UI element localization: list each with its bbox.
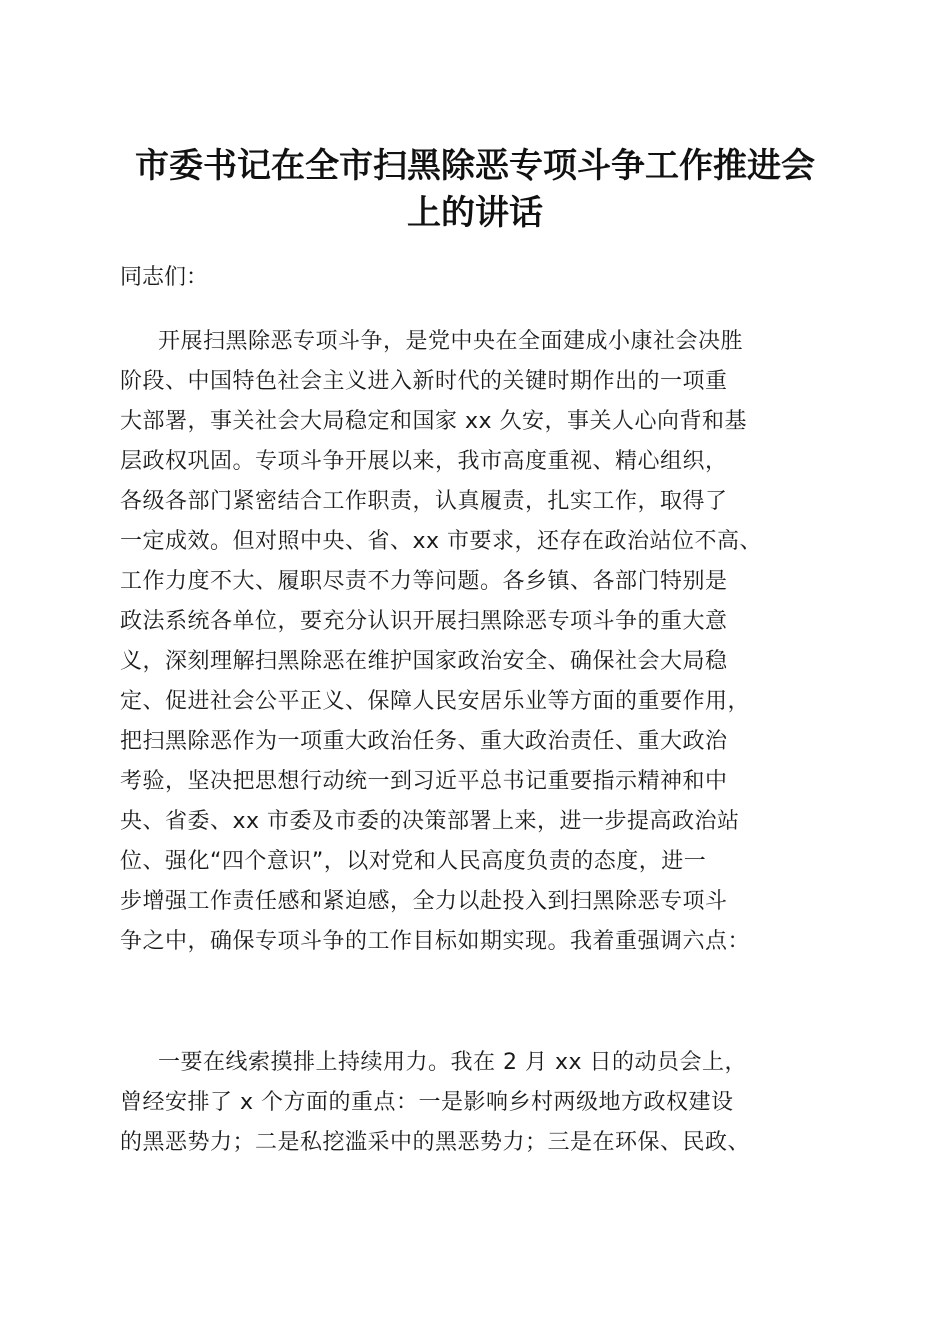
paragraph-1 bbox=[120, 322, 840, 962]
paragraph-line: 层政权巩固。专项斗争开展以来，我市高度重视、精心组织， bbox=[120, 449, 728, 474]
paragraph-line: 定、促进社会公平正义、保障人民安居乐业等方面的重要作用， bbox=[120, 689, 751, 714]
paragraph-line: 政法系统各单位，要充分认识开展扫黑除恶专项斗争的重大意 bbox=[120, 609, 728, 634]
paragraph-line: 工作力度不大、履职尽责不力等问题。各乡镇、各部门特别是 bbox=[120, 569, 728, 594]
paragraph-line: 开展扫黑除恶专项斗争，是党中央在全面建成小康社会决胜 bbox=[158, 329, 744, 354]
paragraph-line: 把扫黑除恶作为一项重大政治任务、重大政治责任、重大政治 bbox=[120, 729, 728, 754]
paragraph-line: 大部署，事关社会大局稳定和国家 xx 久安，事关人心向背和基 bbox=[120, 409, 748, 434]
paragraph-line: 义，深刻理解扫黑除恶在维护国家政治安全、确保社会大局稳 bbox=[120, 649, 728, 674]
paragraph-line: 阶段、中国特色社会主义进入新时代的关键时期作出的一项重 bbox=[120, 369, 728, 394]
document-title-line-1: 市委书记在全市扫黑除恶专项斗争工作推进会 bbox=[135, 146, 815, 186]
paragraph-line: 一要在线索摸排上持续用力。我在 2 月 xx 日的动员会上， bbox=[158, 1050, 748, 1075]
paragraph-line: 央、省委、xx 市委及市委的决策部署上来，进一步提高政治站 bbox=[120, 809, 740, 834]
paragraph-line: 曾经安排了 x 个方面的重点：一是影响乡村两级地方政权建设 bbox=[120, 1090, 734, 1115]
paragraph-line: 一定成效。但对照中央、省、xx 市要求，还存在政治站位不高、 bbox=[120, 529, 763, 554]
paragraph-line: 争之中，确保专项斗争的工作目标如期实现。我着重强调六点： bbox=[120, 929, 751, 954]
paragraph-line: 位、强化“四个意识”，以对党和人民高度负责的态度，进一 bbox=[120, 849, 707, 874]
document-title-line-2: 上的讲话 bbox=[407, 193, 543, 233]
paragraph-2 bbox=[120, 1043, 840, 1163]
salutation: 同志们： bbox=[120, 265, 209, 290]
paragraph-line: 步增强工作责任感和紧迫感，全力以赴投入到扫黑除恶专项斗 bbox=[120, 889, 728, 914]
paragraph-line: 的黑恶势力；二是私挖滥采中的黑恶势力；三是在环保、民政、 bbox=[120, 1130, 751, 1155]
paragraph-line: 各级各部门紧密结合工作职责，认真履责，扎实工作，取得了 bbox=[120, 489, 728, 514]
paragraph-line: 考验，坚决把思想行动统一到习近平总书记重要指示精神和中 bbox=[120, 769, 728, 794]
